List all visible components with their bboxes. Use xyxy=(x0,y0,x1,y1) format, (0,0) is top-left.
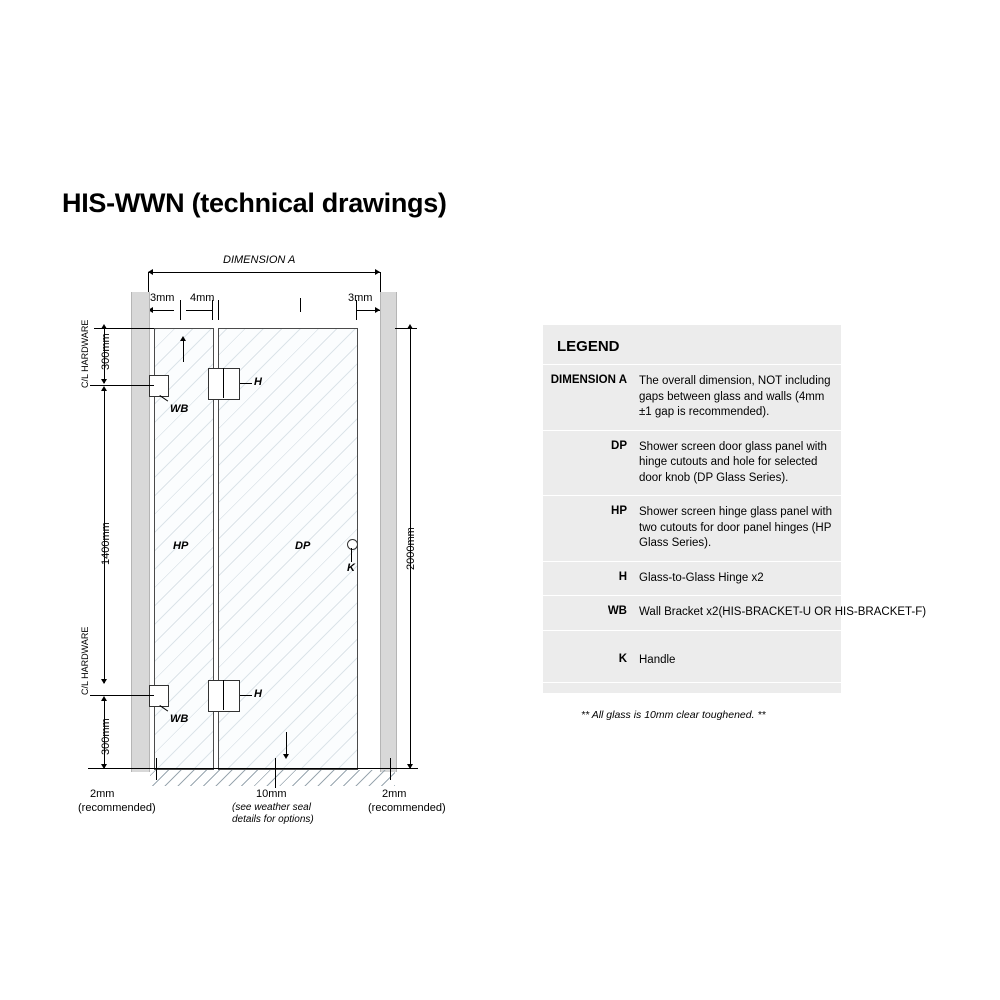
legend-key: K xyxy=(618,652,627,665)
wall-bracket-bottom-label: WB xyxy=(170,713,189,725)
cl-top-line xyxy=(90,385,154,386)
panel-hp-label: HP xyxy=(173,540,189,552)
floor-line xyxy=(88,768,418,769)
legend-row xyxy=(543,595,927,630)
hinge-top-centerline xyxy=(223,368,224,398)
top-segment-arrow-bottom xyxy=(101,379,107,384)
legend-row xyxy=(543,495,841,561)
hinge-top-leader xyxy=(240,383,252,384)
floor-hatch xyxy=(150,770,395,786)
cl-bottom-line xyxy=(90,695,154,696)
floor-right-value: 2mm xyxy=(382,788,407,800)
legend-note: ** All glass is 10mm clear toughened. ** xyxy=(543,693,841,733)
gap-tick-2 xyxy=(212,300,213,320)
hinge-top-label: H xyxy=(254,376,262,388)
gap-tick-3 xyxy=(218,300,219,320)
legend-value: Wall Bracket x2(HIS-BRACKET-U OR HIS-BRACKET-F) xyxy=(639,606,927,619)
legend-key: HP xyxy=(611,505,627,518)
gap-tick-1 xyxy=(180,300,181,320)
floor-left-value: 2mm xyxy=(90,788,115,800)
handle-label: K xyxy=(347,562,355,574)
floor-mid-note2: details for options) xyxy=(232,814,314,825)
floor-left-note: (recommended) xyxy=(78,802,156,814)
cl-hardware-bottom-label: C/L HARDWARE xyxy=(80,626,90,695)
floor-mid-tick xyxy=(275,758,276,788)
legend-row xyxy=(543,430,841,496)
legend-value: Glass-to-Glass Hinge x2 xyxy=(639,571,764,584)
mid-segment-label: 1400mm xyxy=(100,522,112,565)
legend-panel xyxy=(543,325,927,733)
dimension-a-label: DIMENSION A xyxy=(223,254,296,266)
legend-value: Handle xyxy=(639,653,676,666)
hinge-bottom-centerline xyxy=(223,680,224,710)
hp-top-arrow xyxy=(180,336,186,341)
legend-footer-spacer xyxy=(543,682,841,693)
legend-title: LEGEND xyxy=(557,338,620,355)
top-segment-label: 300mm xyxy=(100,333,112,370)
page-title: HIS-WWN (technical drawings) xyxy=(62,188,447,218)
dimension-a-line xyxy=(148,272,380,273)
top-segment-tick xyxy=(94,328,154,329)
floor-right-tick xyxy=(390,758,391,780)
legend-row xyxy=(543,630,841,683)
floor-mid-value: 10mm xyxy=(256,788,287,800)
overall-height-tick-top xyxy=(395,328,417,329)
dp-bottom-arrow-line xyxy=(286,732,287,756)
gap-mid-dim-line xyxy=(186,310,212,311)
legend-value: The overall dimension, NOT including gaps between glass and walls (4mm ±1 gap is recommended). xyxy=(639,375,831,419)
gap-tick-center xyxy=(300,298,301,312)
floor-left-tick xyxy=(156,758,157,780)
floor-mid-note: (see weather seal xyxy=(232,802,311,813)
hinge-bottom-label: H xyxy=(254,688,262,700)
legend-key: DIMENSION A xyxy=(550,374,627,386)
overall-height-label: 2000mm xyxy=(405,527,417,570)
hinge-top xyxy=(208,368,240,400)
legend-row xyxy=(543,561,841,596)
hinge-bottom-leader xyxy=(240,695,252,696)
bottom-segment-label: 300mm xyxy=(100,718,112,755)
bottom-segment-arrow-top xyxy=(101,696,107,701)
legend-value: Shower screen door glass panel with hinge cutouts and hole for selected door knob (DP Glass Series). xyxy=(639,440,827,484)
gap-mid-label: 4mm xyxy=(190,292,215,304)
mid-segment-arrow-top xyxy=(101,386,107,391)
gap-left-label: 3mm xyxy=(150,292,175,304)
gap-right-label: 3mm xyxy=(348,292,373,304)
wall-bracket-bottom xyxy=(149,685,169,707)
cl-hardware-top-label: C/L HARDWARE xyxy=(80,319,90,388)
technical-drawing xyxy=(60,240,480,840)
handle-knob xyxy=(347,539,358,550)
wall-right xyxy=(380,292,397,772)
wall-bracket-top xyxy=(149,375,169,397)
hp-top-arrow-line xyxy=(183,340,184,362)
hinge-bottom xyxy=(208,680,240,712)
mid-segment-arrow-bottom xyxy=(101,679,107,684)
legend-key: H xyxy=(618,570,627,583)
panel-dp-label: DP xyxy=(295,540,311,552)
gap-tick-4 xyxy=(356,300,357,320)
wall-bracket-top-label: WB xyxy=(170,403,189,415)
handle-leader xyxy=(351,548,352,562)
legend-row xyxy=(543,364,841,430)
floor-right-note: (recommended) xyxy=(368,802,446,814)
wall-left xyxy=(131,292,150,772)
dp-bottom-arrow xyxy=(283,754,289,759)
legend-key: DP xyxy=(611,439,627,452)
legend-key: WB xyxy=(607,605,627,618)
legend-value: Shower screen hinge glass panel with two cutouts for door panel hinges (HP Glass Series). xyxy=(639,506,833,550)
